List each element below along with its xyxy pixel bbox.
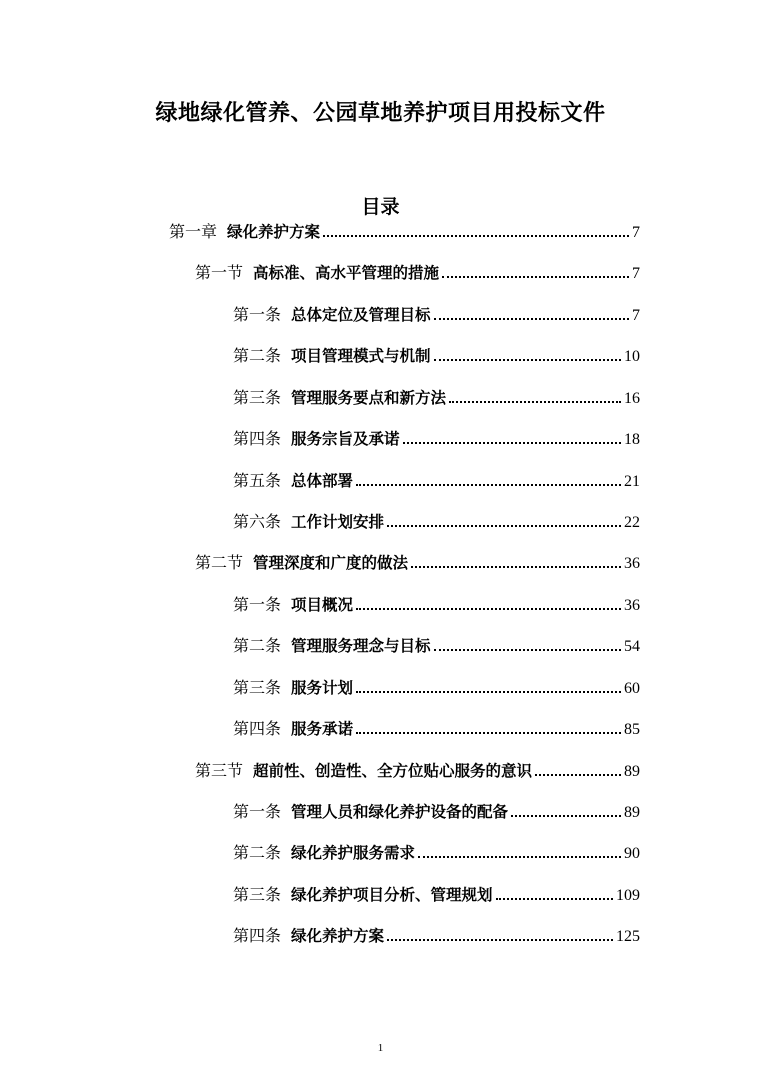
toc-entry-number: 第四条 <box>233 719 282 738</box>
toc-entry-number: 第四条 <box>233 429 282 448</box>
toc-entry-article[interactable] <box>233 595 640 615</box>
toc-dot-leader <box>387 939 613 941</box>
toc-entry-page: 54 <box>624 638 640 655</box>
toc-entry-number: 第三节 <box>195 761 244 780</box>
toc-entry-title: 服务承诺 <box>291 720 354 738</box>
toc-entry-number: 第三条 <box>233 388 282 407</box>
toc-dot-leader <box>356 732 621 734</box>
toc-entry-page: 7 <box>632 307 640 324</box>
toc-entry-page: 125 <box>616 928 640 945</box>
toc-entry-title: 高标准、高水平管理的措施 <box>253 264 440 282</box>
toc-entry-title: 总体定位及管理目标 <box>291 306 431 324</box>
toc-entry-title: 绿化养护方案 <box>291 927 385 945</box>
toc-entry-title: 服务宗旨及承诺 <box>291 430 400 448</box>
toc-entry-title: 服务计划 <box>291 679 354 697</box>
toc-entry-page: 7 <box>632 265 640 282</box>
toc-entry-number: 第五条 <box>233 471 282 490</box>
toc-entry-title: 项目管理模式与机制 <box>291 347 431 365</box>
toc-entry-article[interactable] <box>233 429 640 449</box>
toc-entry-number: 第一条 <box>233 802 282 821</box>
toc-entry-page: 90 <box>624 845 640 862</box>
toc-dot-leader <box>442 276 629 278</box>
toc-entry-title: 项目概况 <box>291 596 354 614</box>
toc-dot-leader <box>356 691 621 693</box>
toc-entry-page: 89 <box>624 763 640 780</box>
document-title: 绿地绿化管养、公园草地养护项目用投标文件 <box>155 101 606 126</box>
toc-entry-title: 绿化养护项目分析、管理规划 <box>291 886 493 904</box>
toc-entry-page: 18 <box>624 431 640 448</box>
toc-dot-leader <box>511 815 621 817</box>
toc-entry-title: 绿化养护方案 <box>227 223 321 241</box>
toc-entry-title: 管理深度和广度的做法 <box>253 554 409 572</box>
toc-entry-section-3[interactable] <box>195 761 640 781</box>
toc-entry-page: 60 <box>624 680 640 697</box>
toc-entry-chapter-1[interactable] <box>169 222 640 242</box>
toc-entry-section-1[interactable] <box>195 263 640 283</box>
toc-entry-page: 22 <box>624 514 640 531</box>
toc-entry-number: 第三条 <box>233 885 282 904</box>
page-number: 1 <box>377 1042 384 1054</box>
toc-entry-page: 109 <box>616 887 640 904</box>
toc-entry-article[interactable] <box>233 926 640 946</box>
toc-dot-leader <box>323 235 629 237</box>
toc-entry-article[interactable] <box>233 388 640 408</box>
toc-dot-leader <box>411 566 621 568</box>
toc-entry-number: 第一条 <box>233 595 282 614</box>
toc-entry-article[interactable] <box>233 843 640 863</box>
toc-dot-leader <box>434 318 629 320</box>
toc-entry-number: 第四条 <box>233 926 282 945</box>
toc-heading: 目录 <box>361 196 400 218</box>
toc-entry-number: 第一条 <box>233 305 282 324</box>
toc-entry-number: 第二条 <box>233 636 282 655</box>
toc-entry-article[interactable] <box>233 719 640 739</box>
toc-entry-page: 85 <box>624 721 640 738</box>
toc-entry-article[interactable] <box>233 636 640 656</box>
toc-entry-page: 10 <box>624 348 640 365</box>
toc-entry-number: 第三条 <box>233 678 282 697</box>
toc-entry-page: 7 <box>632 224 640 241</box>
toc-entry-page: 21 <box>624 473 640 490</box>
toc-entry-page: 16 <box>624 390 640 407</box>
toc-entry-title: 绿化养护服务需求 <box>291 844 416 862</box>
toc-entry-number: 第二节 <box>195 553 244 572</box>
toc-dot-leader <box>356 484 621 486</box>
toc-entry-title: 总体部署 <box>291 472 354 490</box>
toc-dot-leader <box>449 401 621 403</box>
toc-entry-section-2[interactable] <box>195 553 640 573</box>
toc-entry-page: 36 <box>624 555 640 572</box>
toc-entry-number: 第一章 <box>169 222 218 241</box>
toc-entry-article[interactable] <box>233 802 640 822</box>
toc-entry-number: 第二条 <box>233 346 282 365</box>
toc-entry-number: 第六条 <box>233 512 282 531</box>
toc-entry-article[interactable] <box>233 346 640 366</box>
toc-entry-article[interactable] <box>233 678 640 698</box>
toc-entry-number: 第二条 <box>233 843 282 862</box>
toc-entry-page: 89 <box>624 804 640 821</box>
toc-dot-leader <box>535 774 621 776</box>
toc-dot-leader <box>418 856 621 858</box>
toc-entry-article[interactable] <box>233 512 640 532</box>
toc-entry-page: 36 <box>624 597 640 614</box>
toc-dot-leader <box>403 442 621 444</box>
toc-entry-article[interactable] <box>233 305 640 325</box>
toc-dot-leader <box>387 525 621 527</box>
toc-entry-article[interactable] <box>233 471 640 491</box>
toc-entry-number: 第一节 <box>195 263 244 282</box>
toc-entry-article[interactable] <box>233 885 640 905</box>
toc-dot-leader <box>434 649 621 651</box>
toc-entry-title: 超前性、创造性、全方位贴心服务的意识 <box>253 762 533 780</box>
toc-entry-title: 工作计划安排 <box>291 513 385 531</box>
toc-entry-title: 管理人员和绿化养护设备的配备 <box>291 803 509 821</box>
toc-dot-leader <box>356 608 621 610</box>
toc-dot-leader <box>434 359 621 361</box>
toc-entry-title: 管理服务要点和新方法 <box>291 389 447 407</box>
toc-dot-leader <box>496 898 613 900</box>
toc-entry-title: 管理服务理念与目标 <box>291 637 431 655</box>
